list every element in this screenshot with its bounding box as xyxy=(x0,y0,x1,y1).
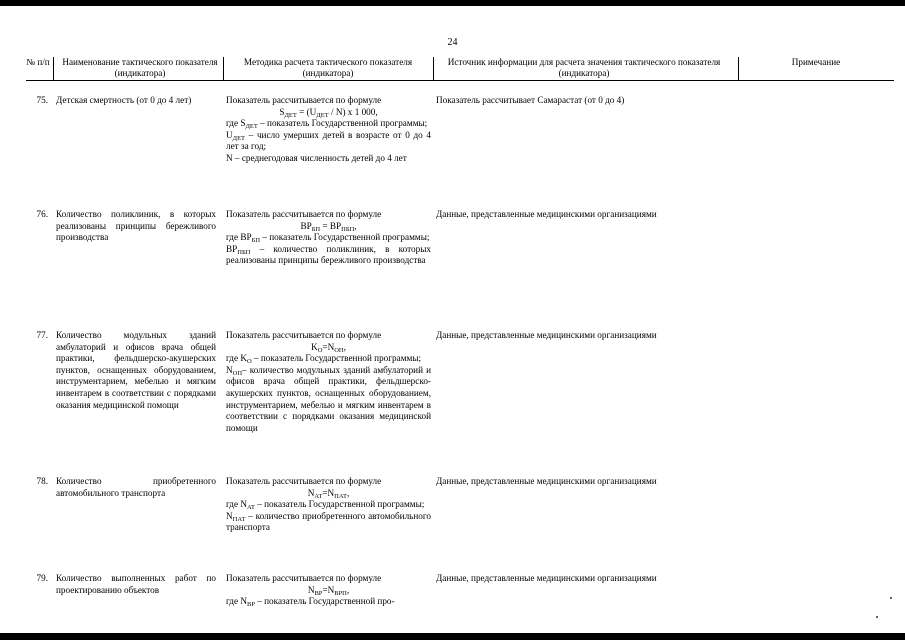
row-number: 76. xyxy=(36,209,48,219)
source-text: Данные, представленные медицинскими организациями xyxy=(436,573,657,583)
top-border-bar xyxy=(0,0,905,6)
indicator-name: Количество выполненных работ по проектированию объектов xyxy=(56,573,216,595)
formula: $BP_{БП} = BP_{ПБП}$, xyxy=(300,220,357,233)
row-number: 77. xyxy=(36,330,48,340)
formula: $N_{BP}=N_{ВРП}$, xyxy=(307,584,350,597)
indicator-name: Количество модульных зданий амбулаторий и офисов врача общей практики, фельдшерско-акушерских пунктов, оснащенных оборудованием, инструментарием, мебелью и мягким инвентарем в соответствии с порядками оказания медицинской помощи xyxy=(56,330,216,410)
table-header xyxy=(26,57,894,81)
method-text: Показатель рассчитывается по формуле $N_{AT}=N_{ПАТ}$, где $N_{AT}$ – показатель Государственной программы; $N_{ПАТ}$ – количество приобретенного автомобильного транспорта xyxy=(226,476,431,533)
formula: $K_O=N_{ОП}$, xyxy=(311,341,346,354)
header-col-name: Наименование тактического показателя (индикатора) xyxy=(62,57,218,78)
scan-speck xyxy=(876,616,878,618)
row-number: 75. xyxy=(36,95,48,105)
header-col-method: Методика расчета тактического показателя (индикатора) xyxy=(243,57,413,78)
header-col-note: Примечание xyxy=(791,57,841,67)
formula: $S_{ДЕТ} = (U_{ДЕТ} / N)$ x 1 000, xyxy=(279,106,378,119)
source-text: Данные, представленные медицинскими организациями xyxy=(436,330,657,340)
header-col-source: Источник информации для расчета значения тактического показателя (индикатора) xyxy=(447,57,721,78)
row-number: 79. xyxy=(36,573,48,583)
method-text: Показатель рассчитывается по формуле $K_O=N_{ОП}$, где $K_O$ – показатель Государственной программы; $N_{ОП}-$ количество модульных зданий амбулаторий и офисов врача общей практики, фельдшерско-акушерских пунктов, оснащенных оборудованием, инструментарием, мебелью и мягким инвентарем в соответствии с порядками оказания медицинской помощи xyxy=(226,330,431,433)
indicator-name: Количество приобретенного автомобильного транспорта xyxy=(56,476,216,498)
method-text: Показатель рассчитывается по формуле $N_{BP}=N_{ВРП}$, где $N_{BP}$ – показатель Государственной про- xyxy=(226,573,431,608)
row-number: 78. xyxy=(36,476,48,486)
page-number: 24 xyxy=(447,37,458,48)
bottom-border-bar xyxy=(0,633,905,640)
header-col-number: № п/п xyxy=(26,57,50,67)
formula: $N_{AT}=N_{ПАТ}$, xyxy=(307,487,350,500)
source-text: Данные, представленные медицинскими организациями xyxy=(436,476,657,486)
indicator-name: Количество поликлиник, в которых реализованы принципы бережливого производства xyxy=(56,209,216,243)
indicator-name: Детская смертность (от 0 до 4 лет) xyxy=(56,95,192,105)
scan-speck xyxy=(890,597,892,599)
source-text: Показатель рассчитывает Самарастат (от 0 до 4) xyxy=(436,95,625,105)
method-text: Показатель рассчитывается по формуле $S_{ДЕТ} = (U_{ДЕТ} / N)$ x 1 000, где $S_{ДЕТ}$ – показатель Государственной программы; $U_{ДЕТ}$ – число умерших детей в возрасте от 0 до 4 лет за год; N – среднегодовая численность детей до 4 лет xyxy=(226,95,431,163)
source-text: Данные, представленные медицинскими организациями xyxy=(436,209,657,219)
method-text: Показатель рассчитывается по формуле $BP_{БП} = BP_{ПБП}$, где $BP_{БП}$ – показатель Государственной программы; $BP_{ПБП}$ – количество поликлиник, в которых реализованы принципы бережливого производства xyxy=(226,209,431,266)
